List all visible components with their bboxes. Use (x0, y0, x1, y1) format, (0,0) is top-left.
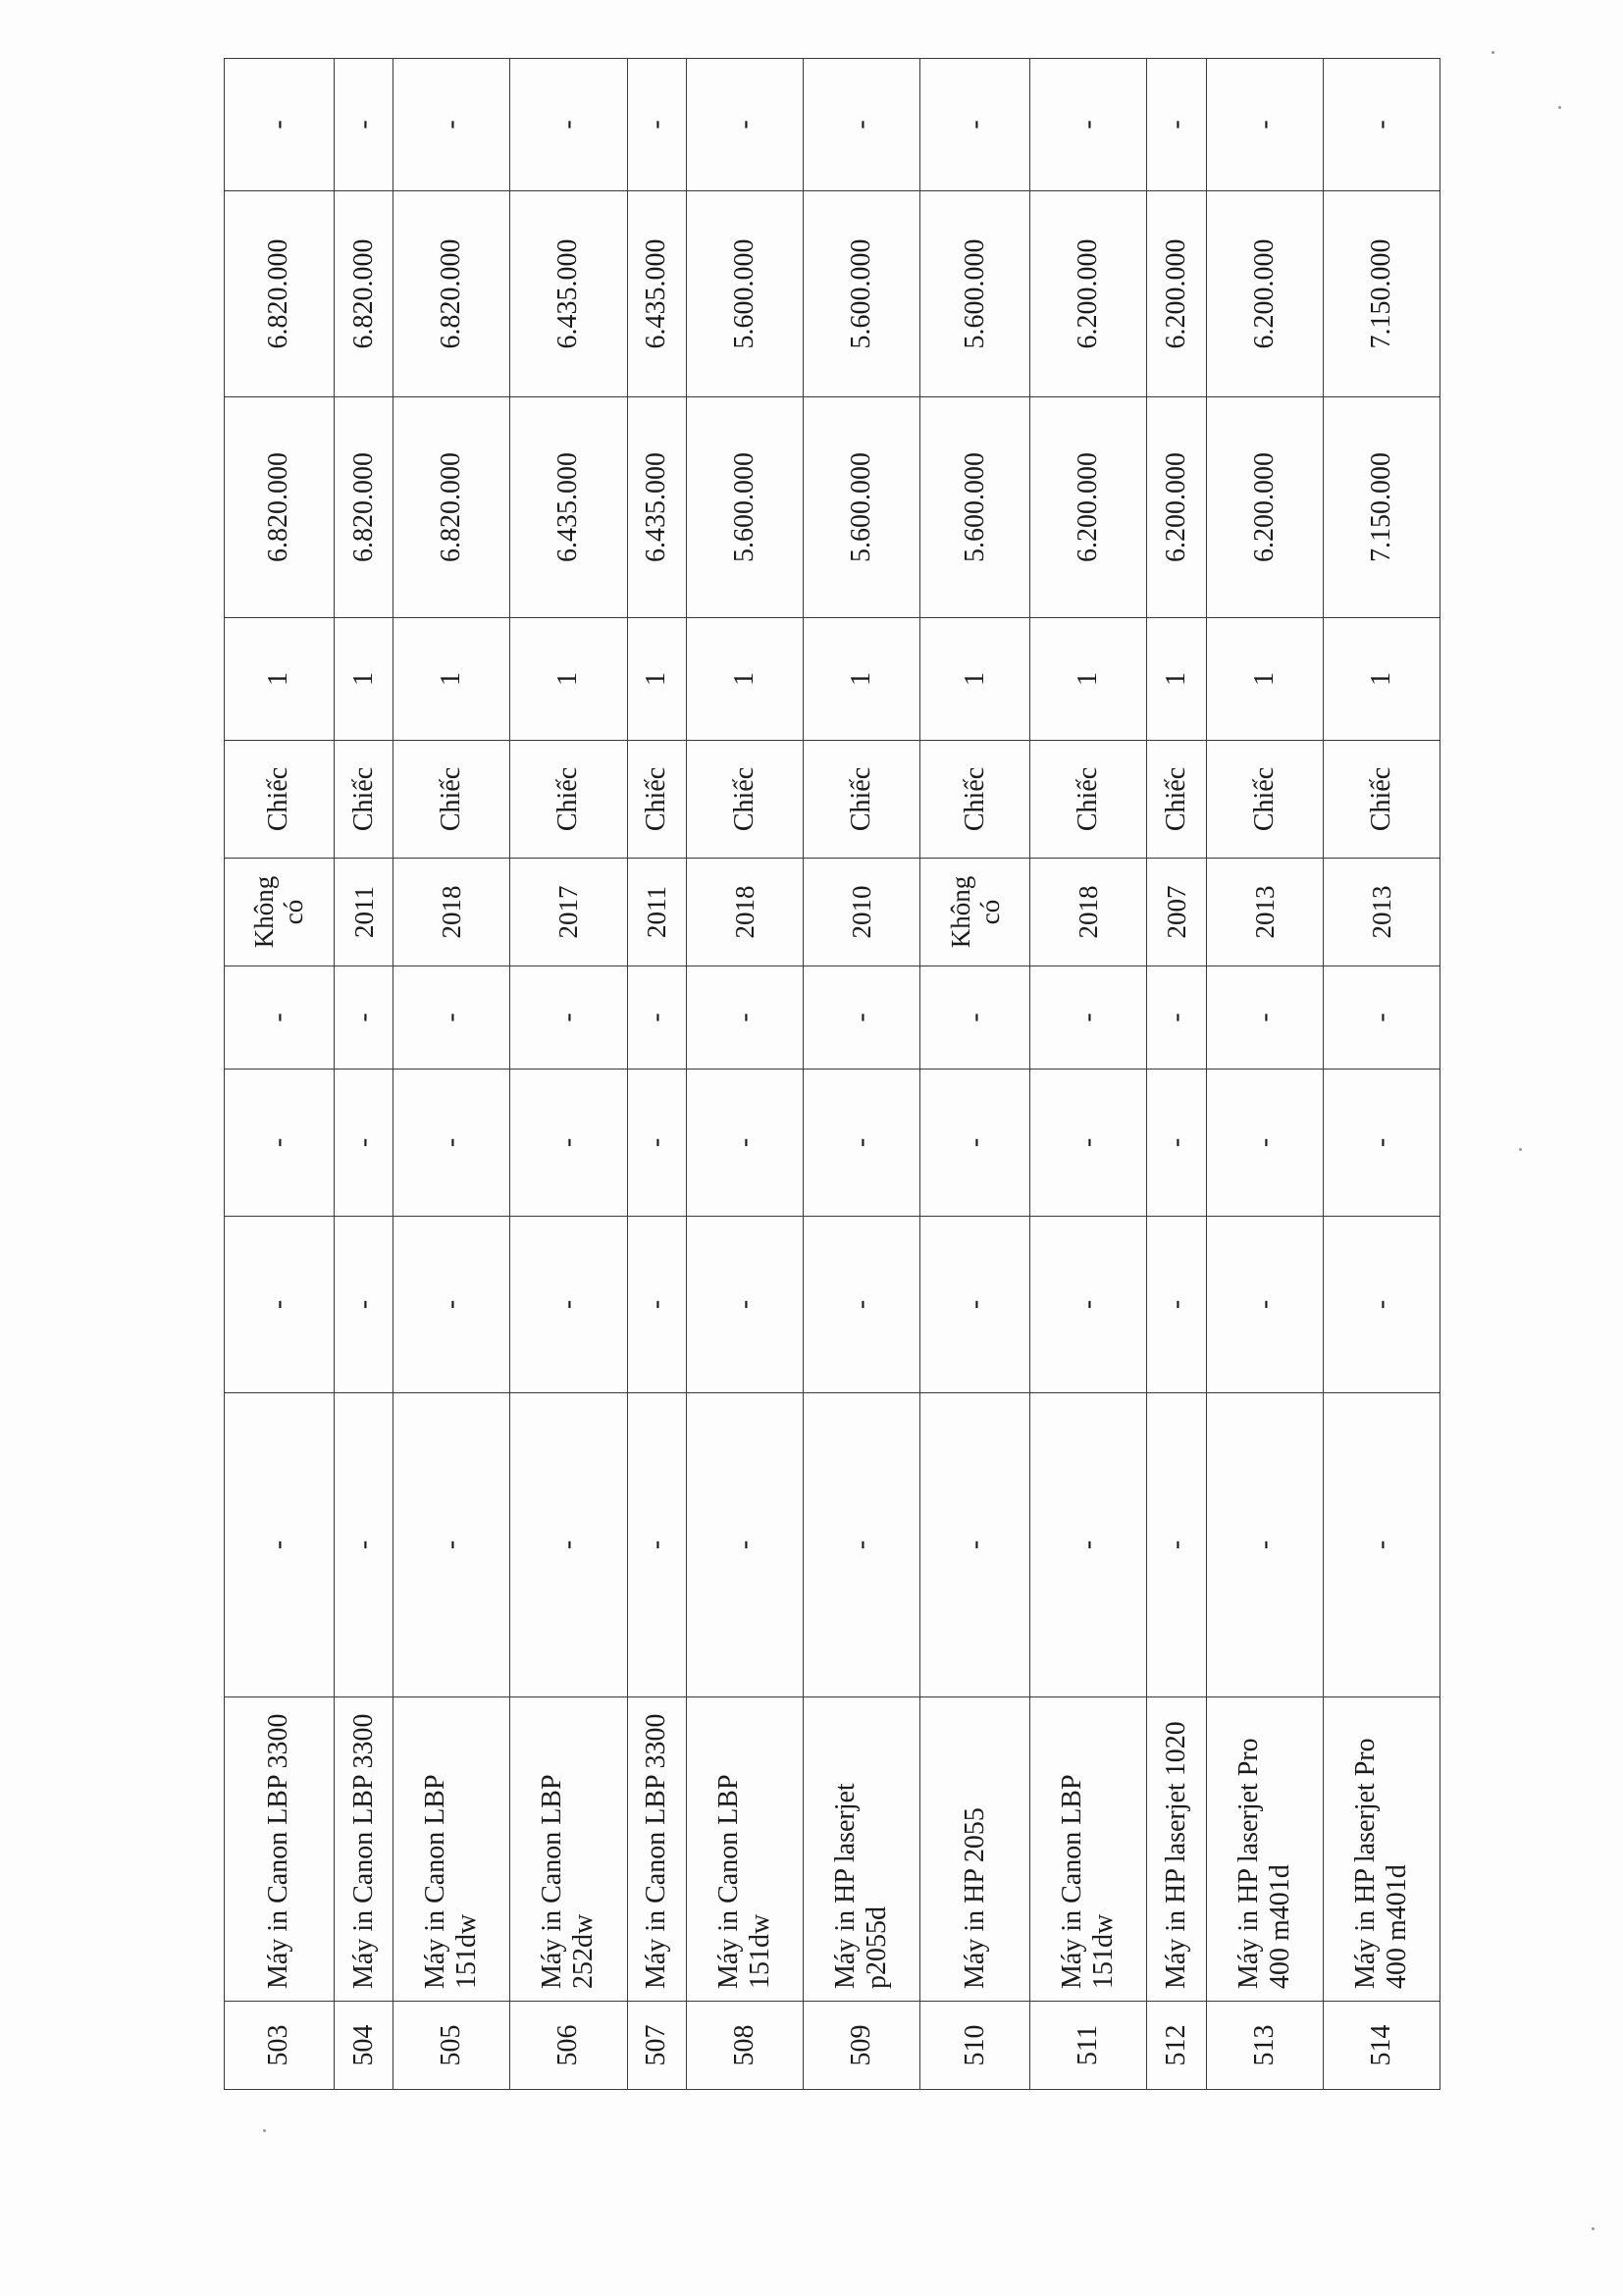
cell-unit: Chiếc (804, 741, 920, 859)
cell-unit: Chiếc (1206, 741, 1323, 859)
cell-item-name: Máy in Canon LBP 3300 (334, 1697, 393, 2002)
cell-item-name: Máy in Canon LBP 151dw (1030, 1697, 1147, 2002)
cell-col4: - (1147, 1217, 1206, 1393)
cell-unit: Chiếc (686, 741, 803, 859)
asset-table (224, 58, 1440, 2090)
cell-unit-price: 6.200.000 (1147, 397, 1206, 618)
cell-col3: - (334, 1393, 393, 1697)
cell-amount: 5.600.000 (804, 191, 920, 397)
cell-year: 2018 (686, 859, 803, 966)
cell-item-name: Máy in HP laserjet Pro 400 m401d (1323, 1697, 1440, 2002)
cell-unit-price: 6.820.000 (393, 397, 510, 618)
cell-col4: - (1030, 1217, 1147, 1393)
cell-stt: 506 (510, 2002, 627, 2090)
cell-amount: 6.200.000 (1206, 191, 1323, 397)
cell-last: - (1030, 59, 1147, 191)
cell-unit-price: 6.435.000 (510, 397, 627, 618)
cell-year: 2011 (627, 859, 686, 966)
cell-col3: - (225, 1393, 335, 1697)
cell-amount: 6.820.000 (334, 191, 393, 397)
cell-col5: - (1323, 1070, 1440, 1217)
cell-stt: 512 (1147, 2002, 1206, 2090)
cell-unit-price: 6.820.000 (334, 397, 393, 618)
cell-quantity: 1 (393, 618, 510, 741)
cell-col4: - (510, 1217, 627, 1393)
cell-col4: - (627, 1217, 686, 1393)
cell-unit: Chiếc (510, 741, 627, 859)
cell-item-name: Máy in HP 2055 (920, 1697, 1030, 2002)
cell-year: 2013 (1206, 859, 1323, 966)
cell-amount: 6.435.000 (510, 191, 627, 397)
cell-stt: 508 (686, 2002, 803, 2090)
cell-col4: - (1206, 1217, 1323, 1393)
cell-unit-price: 6.200.000 (1030, 397, 1147, 618)
cell-quantity: 1 (804, 618, 920, 741)
rotated-table-container (224, 59, 1440, 2090)
table-row (1206, 59, 1323, 2090)
cell-col6: - (510, 966, 627, 1070)
cell-col5: - (1206, 1070, 1323, 1217)
scan-speck (263, 2129, 266, 2132)
cell-quantity: 1 (1206, 618, 1323, 741)
table-row (627, 59, 686, 2090)
cell-year: 2007 (1147, 859, 1206, 966)
cell-unit: Chiếc (920, 741, 1030, 859)
cell-col5: - (225, 1070, 335, 1217)
cell-col4: - (920, 1217, 1030, 1393)
cell-col5: - (1030, 1070, 1147, 1217)
cell-unit: Chiếc (1147, 741, 1206, 859)
cell-unit: Chiếc (627, 741, 686, 859)
cell-col5: - (627, 1070, 686, 1217)
asset-table-body (225, 59, 1440, 2090)
table-row (686, 59, 803, 2090)
table-row (510, 59, 627, 2090)
cell-last: - (686, 59, 803, 191)
cell-col3: - (1323, 1393, 1440, 1697)
cell-unit-price: 6.435.000 (627, 397, 686, 618)
cell-col6: - (1323, 966, 1440, 1070)
cell-stt: 504 (334, 2002, 393, 2090)
cell-item-name: Máy in Canon LBP 252dw (510, 1697, 627, 2002)
cell-col5: - (393, 1070, 510, 1217)
table-row (1323, 59, 1440, 2090)
cell-unit: Chiếc (334, 741, 393, 859)
cell-stt: 507 (627, 2002, 686, 2090)
cell-col4: - (686, 1217, 803, 1393)
cell-quantity: 1 (510, 618, 627, 741)
cell-item-name: Máy in Canon LBP 151dw (393, 1697, 510, 2002)
cell-item-name: Máy in HP laserjet Pro 400 m401d (1206, 1697, 1323, 2002)
cell-last: - (627, 59, 686, 191)
cell-item-name: Máy in HP laserjet 1020 (1147, 1697, 1206, 2002)
cell-col3: - (1147, 1393, 1206, 1697)
cell-amount: 5.600.000 (686, 191, 803, 397)
cell-last: - (920, 59, 1030, 191)
cell-col6: - (225, 966, 335, 1070)
cell-col5: - (920, 1070, 1030, 1217)
cell-year: 2013 (1323, 859, 1440, 966)
table-row (393, 59, 510, 2090)
cell-stt: 509 (804, 2002, 920, 2090)
cell-col4: - (393, 1217, 510, 1393)
cell-stt: 503 (225, 2002, 335, 2090)
cell-col3: - (510, 1393, 627, 1697)
scan-speck (1519, 1148, 1522, 1151)
cell-quantity: 1 (920, 618, 1030, 741)
cell-quantity: 1 (225, 618, 335, 741)
cell-unit-price: 5.600.000 (920, 397, 1030, 618)
cell-unit: Chiếc (225, 741, 335, 859)
cell-last: - (1147, 59, 1206, 191)
cell-col3: - (804, 1393, 920, 1697)
scan-speck (1558, 106, 1561, 109)
cell-last: - (393, 59, 510, 191)
cell-unit: Chiếc (393, 741, 510, 859)
cell-last: - (334, 59, 393, 191)
cell-col6: - (1147, 966, 1206, 1070)
table-row (920, 59, 1030, 2090)
cell-col3: - (627, 1393, 686, 1697)
table-row (334, 59, 393, 2090)
cell-year: 2017 (510, 859, 627, 966)
cell-col5: - (334, 1070, 393, 1217)
cell-item-name: Máy in HP laserjet p2055d (804, 1697, 920, 2002)
cell-quantity: 1 (334, 618, 393, 741)
cell-col6: - (920, 966, 1030, 1070)
cell-col6: - (1030, 966, 1147, 1070)
cell-year: 2011 (334, 859, 393, 966)
scan-speck (1592, 2227, 1595, 2230)
cell-col5: - (686, 1070, 803, 1217)
cell-last: - (225, 59, 335, 191)
cell-col6: - (804, 966, 920, 1070)
cell-amount: 6.200.000 (1147, 191, 1206, 397)
cell-unit-price: 6.820.000 (225, 397, 335, 618)
cell-unit: Chiếc (1030, 741, 1147, 859)
cell-quantity: 1 (686, 618, 803, 741)
table-row (225, 59, 335, 2090)
cell-amount: 6.435.000 (627, 191, 686, 397)
cell-item-name: Máy in Canon LBP 3300 (225, 1697, 335, 2002)
cell-col4: - (334, 1217, 393, 1393)
cell-quantity: 1 (1030, 618, 1147, 741)
cell-amount: 7.150.000 (1323, 191, 1440, 397)
cell-quantity: 1 (627, 618, 686, 741)
cell-col6: - (686, 966, 803, 1070)
cell-col6: - (334, 966, 393, 1070)
cell-quantity: 1 (1323, 618, 1440, 741)
cell-col5: - (510, 1070, 627, 1217)
cell-year: 2018 (393, 859, 510, 966)
cell-col5: - (804, 1070, 920, 1217)
cell-stt: 513 (1206, 2002, 1323, 2090)
table-row (804, 59, 920, 2090)
cell-col4: - (225, 1217, 335, 1393)
cell-stt: 511 (1030, 2002, 1147, 2090)
cell-unit-price: 5.600.000 (804, 397, 920, 618)
cell-year: Không có (225, 859, 335, 966)
cell-col5: - (1147, 1070, 1206, 1217)
cell-unit-price: 7.150.000 (1323, 397, 1440, 618)
cell-last: - (510, 59, 627, 191)
cell-item-name: Máy in Canon LBP 151dw (686, 1697, 803, 2002)
cell-unit-price: 6.200.000 (1206, 397, 1323, 618)
cell-year: Không có (920, 859, 1030, 966)
cell-amount: 6.820.000 (393, 191, 510, 397)
cell-unit-price: 5.600.000 (686, 397, 803, 618)
cell-amount: 5.600.000 (920, 191, 1030, 397)
cell-col3: - (1030, 1393, 1147, 1697)
cell-stt: 514 (1323, 2002, 1440, 2090)
cell-stt: 510 (920, 2002, 1030, 2090)
table-row (1030, 59, 1147, 2090)
table-row (1147, 59, 1206, 2090)
cell-col3: - (393, 1393, 510, 1697)
cell-amount: 6.820.000 (225, 191, 335, 397)
cell-col6: - (627, 966, 686, 1070)
cell-col3: - (1206, 1393, 1323, 1697)
cell-col6: - (1206, 966, 1323, 1070)
cell-last: - (1323, 59, 1440, 191)
cell-quantity: 1 (1147, 618, 1206, 741)
cell-amount: 6.200.000 (1030, 191, 1147, 397)
cell-last: - (1206, 59, 1323, 191)
cell-col6: - (393, 966, 510, 1070)
cell-unit: Chiếc (1323, 741, 1440, 859)
cell-col3: - (686, 1393, 803, 1697)
cell-col4: - (1323, 1217, 1440, 1393)
scan-speck (1492, 51, 1494, 54)
cell-col4: - (804, 1217, 920, 1393)
cell-col3: - (920, 1393, 1030, 1697)
cell-year: 2018 (1030, 859, 1147, 966)
cell-last: - (804, 59, 920, 191)
cell-year: 2010 (804, 859, 920, 966)
cell-stt: 505 (393, 2002, 510, 2090)
cell-item-name: Máy in Canon LBP 3300 (627, 1697, 686, 2002)
